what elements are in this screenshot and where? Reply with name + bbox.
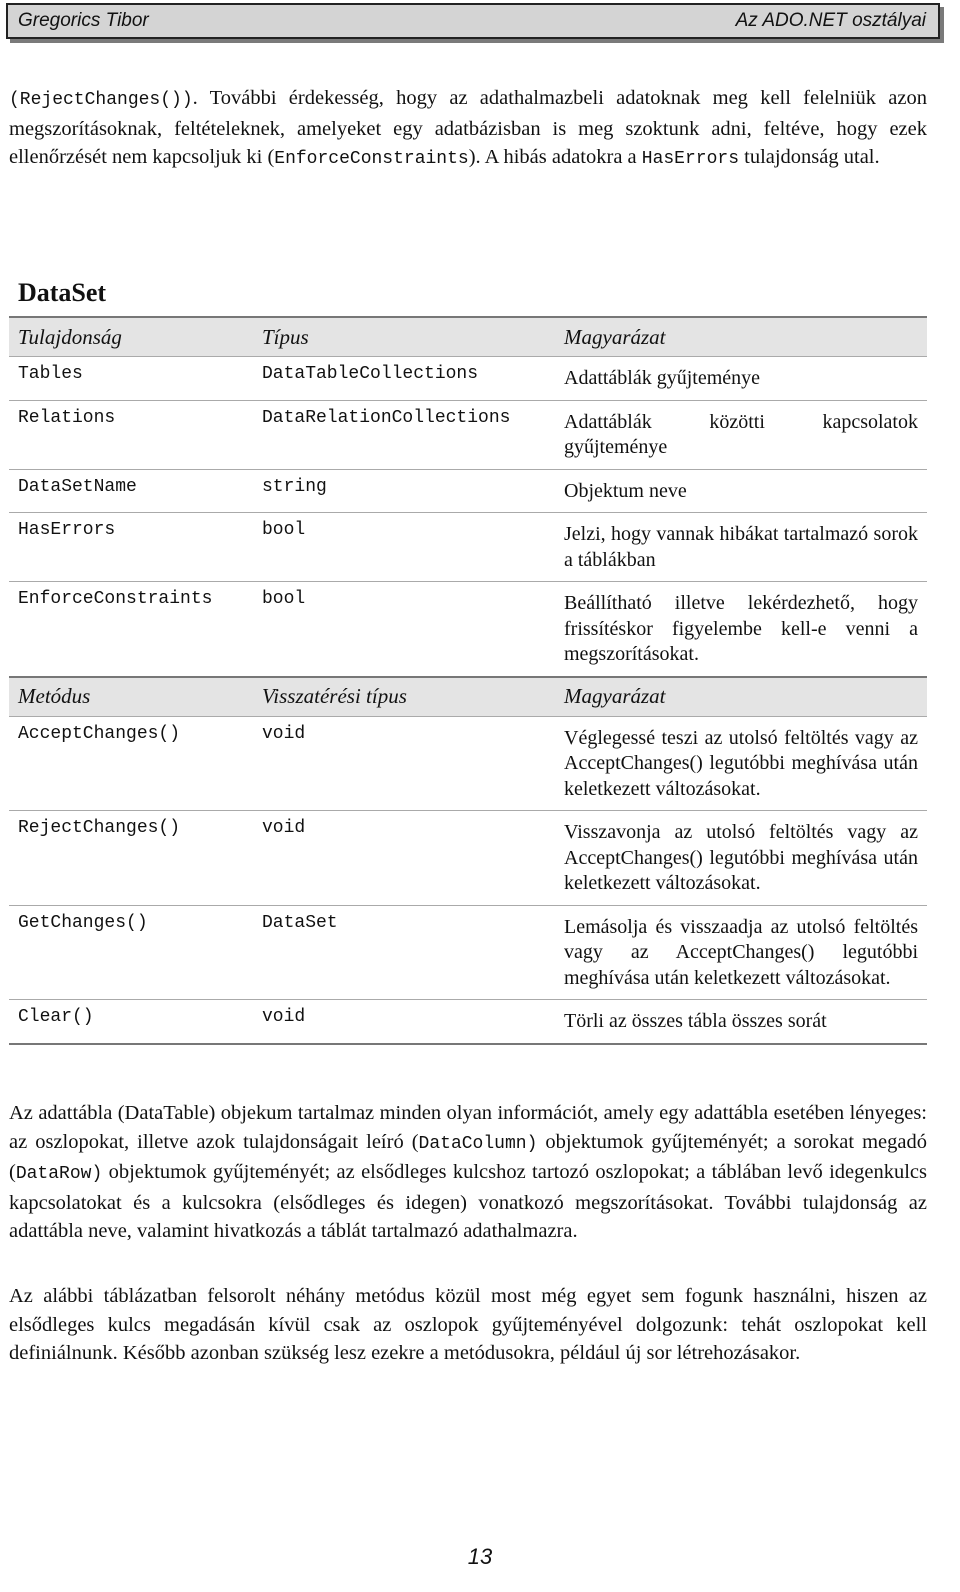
method-return-type: void [253, 1000, 555, 1044]
method-return-type: void [253, 716, 555, 811]
method-name: Clear() [9, 1000, 253, 1044]
table-row [9, 1000, 927, 1044]
header-cell: Metódus [9, 677, 253, 717]
intro-text-2: ). A hibás adatokra a [468, 146, 642, 168]
page-number: 13 [467, 1544, 493, 1569]
property-name: HasErrors [9, 513, 253, 582]
method-return-type: DataSet [253, 905, 555, 1000]
property-description: Adattáblák közötti kapcsolatok gyűjteménye [555, 400, 927, 469]
method-name: GetChanges() [9, 905, 253, 1000]
methods-intro-paragraph: Az alábbi táblázatban felsorolt néhány metódus közül most még egyet sem fogunk használni, hiszen az elsődleges kulcs megadásán kívül csak az oszlopok gyűjteményével dolgozunk: tehát oszlopokat kell definiálnunk. Később azonban szükség lesz ezekre a metódusokra, például új sor létrehozásakor. [9, 1285, 927, 1364]
header-cell: Visszatérési típus [253, 677, 555, 717]
property-type: DataRelationCollections [253, 400, 555, 469]
property-description: Beállítható illetve lekérdezhető, hogy frissítéskor figyelembe kell-e venni a megszorításokat. [555, 582, 927, 677]
header-cell: Magyarázat [555, 677, 927, 717]
property-type: bool [253, 582, 555, 677]
table-row [9, 582, 927, 677]
intro-paragraph [9, 84, 927, 174]
method-description: Visszavonja az utolsó feltöltés vagy az AcceptChanges() legutóbbi meghívása után keletkezett változásokat. [555, 811, 927, 906]
property-name: DataSetName [9, 469, 253, 513]
header-chapter: Az ADO.NET osztályai [735, 10, 926, 31]
method-name: RejectChanges() [9, 811, 253, 906]
header-cell: Magyarázat [555, 317, 927, 357]
code-datacolumn: DataColumn) [418, 1133, 538, 1154]
property-type: DataTableCollections [253, 357, 555, 401]
table-row [9, 469, 927, 513]
method-description: Véglegessé teszi az utolsó feltöltés vagy az AcceptChanges() legutóbbi meghívása után keletkezett változásokat. [555, 716, 927, 811]
property-description: Adattáblák gyűjteménye [555, 357, 927, 401]
methods-header-row [9, 677, 927, 717]
table-row [9, 357, 927, 401]
header-cell: Tulajdonság [9, 317, 253, 357]
property-type: bool [253, 513, 555, 582]
method-description: Lemásolja és visszaadja az utolsó feltöltés vagy az AcceptChanges() legutóbbi meghívása után keletkezett változásokat. [555, 905, 927, 1000]
table-row [9, 905, 927, 1000]
property-name: EnforceConstraints [9, 582, 253, 677]
page-header [6, 3, 940, 39]
method-name: AcceptChanges() [9, 716, 253, 811]
header-cell: Típus [253, 317, 555, 357]
code-enforceconstraints: EnforceConstraints [274, 149, 469, 169]
dataset-table [9, 316, 927, 1045]
table-row [9, 716, 927, 811]
code-haserrors: HasErrors [641, 149, 739, 169]
property-description: Jelzi, hogy vannak hibákat tartalmazó sorok a táblákban [555, 513, 927, 582]
intro-text-3: tulajdonság utal. [739, 146, 880, 168]
property-description: Objektum neve [555, 469, 927, 513]
table-row [9, 513, 927, 582]
property-type: string [253, 469, 555, 513]
header-author: Gregorics Tibor [18, 10, 149, 31]
property-name: Tables [9, 357, 253, 401]
code-rejectchanges: (RejectChanges()) [9, 90, 193, 110]
para2-text-3: objektumok gyűjteményét; az elsődleges kulcshoz tartozó oszlopokat; a táblában levő idegenkulcs kapcsolatokat és a kulcsokra (elsődleges és idegen) vonatkozó megszorításokat. További tulajdonság az adattábla neve, valamint hivatkozás a táblát tartalmazó adathalmazra. [9, 1161, 927, 1242]
intro-text-1: . További érdekesség, hogy az adathalmazbeli adatoknak meg kell felelniük azon megszorításoknak, feltételeknek, amelyeket egy adatbázisban is meg szoktunk adni, feltéve, hogy ezek ellenőrzését nem kapcsoljuk ki ( [9, 87, 927, 168]
para2-text-2: objektumok gyűjteményét; a sorokat megadó ( [9, 1130, 927, 1183]
method-description: Törli az összes tábla összes sorát [555, 1000, 927, 1044]
code-datarow: DataRow) [15, 1164, 103, 1184]
table-row [9, 400, 927, 469]
dataset-title: DataSet [18, 278, 107, 307]
datatable-paragraph [9, 1099, 927, 1246]
property-name: Relations [9, 400, 253, 469]
para2-text-1: Az adattábla (DataTable) objekum tartalmaz minden olyan információt, amely egy adattábla esetében lényeges: az oszlopokat, illetve azok tulajdonságait leíró ( [9, 1102, 927, 1153]
table-row [9, 811, 927, 906]
properties-header-row [9, 317, 927, 357]
method-return-type: void [253, 811, 555, 906]
